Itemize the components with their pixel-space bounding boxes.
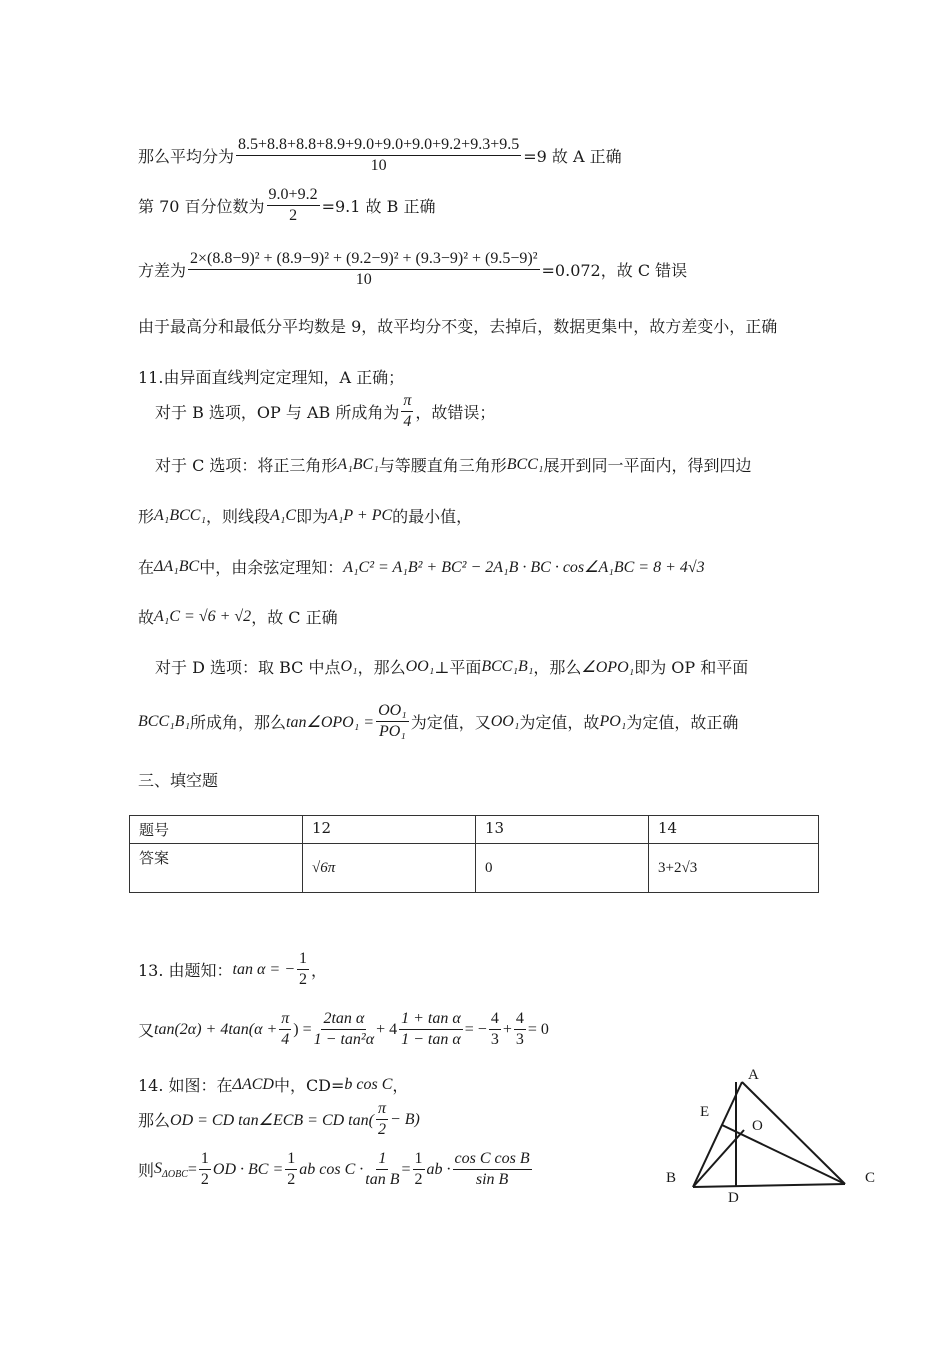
- p13-f1-num: 2tan α: [321, 1010, 366, 1030]
- d1-b: ，那么: [357, 658, 406, 677]
- c2-expr: A₁P + PC: [328, 506, 393, 524]
- percentile-denominator: 2: [289, 207, 298, 225]
- triangle-figure: [660, 1060, 890, 1210]
- answer-table: [129, 815, 819, 893]
- c2-a: 形: [138, 507, 155, 526]
- c4-a: 故: [138, 608, 155, 627]
- variance-numerator: 2×(8.8−9)² + (8.9−9)² + (9.2−9)² + (9.3−9)² + (9.5−9)²: [188, 250, 540, 270]
- d1-plane: BCC₁B₁: [481, 657, 534, 675]
- table-answer-row: [130, 844, 819, 893]
- d2-tan: tan∠OPO₁ =: [286, 713, 375, 731]
- row-label-cell: 答案: [130, 844, 303, 893]
- p13-pi-frac: [279, 1010, 291, 1050]
- percentile-prefix: 第 70 百分位数为: [138, 197, 265, 217]
- p13-close: ) =: [293, 1020, 312, 1038]
- label-e: E: [700, 1104, 710, 1120]
- p13-l2-prefix: 又: [138, 1021, 155, 1041]
- label-b: B: [666, 1170, 677, 1186]
- p13-num: 1: [297, 950, 309, 970]
- p11-option-c-line4: [138, 605, 338, 628]
- variance-line: [138, 250, 687, 290]
- p14-l1-b: 中，CD=: [273, 1076, 345, 1095]
- edge-ab: [693, 1082, 742, 1187]
- p11-option-d-line1: [155, 655, 748, 678]
- p13-prefix: 13. 由题知：: [138, 961, 233, 981]
- label-o: O: [752, 1118, 763, 1134]
- p11-option-d-line2: [138, 702, 738, 742]
- mean-numerator: 8.5+8.8+8.8+8.9+9.0+9.0+9.0+9.2+9.3+9.5: [236, 136, 521, 156]
- p14-cos-den: sin B: [475, 1171, 509, 1189]
- d2-plane: BCC₁B₁: [138, 712, 191, 730]
- header-cell: 13: [476, 816, 649, 844]
- p14-l1-tri: ΔACD: [232, 1075, 274, 1093]
- c1-a: 对于 C 选项：将正三角形: [155, 456, 338, 475]
- d2-po1: PO₁: [599, 712, 627, 730]
- c4-b: ，故 C 正确: [251, 608, 338, 627]
- mean-prefix: 那么平均分为: [138, 147, 235, 167]
- p14-area-s: S: [154, 1159, 163, 1177]
- p14-half3-num: 1: [413, 1150, 425, 1170]
- mean-result: =9 故 A 正确: [523, 147, 622, 167]
- d2-num: OO₁: [376, 702, 409, 722]
- percentile-result: =9.1 故 B 正确: [321, 197, 436, 217]
- p14-l3-a: 则: [138, 1161, 155, 1181]
- p13-f3-den: 3: [490, 1031, 499, 1049]
- p13-plus4: + 4: [376, 1020, 398, 1038]
- p13-l2-lhs: tan(2α) + 4tan(α +: [154, 1020, 278, 1038]
- p13-den: 2: [298, 971, 307, 989]
- d2-fraction: [376, 702, 409, 742]
- d1-oo1: OO₁: [405, 657, 435, 675]
- p11-option-c-line2: [138, 504, 472, 527]
- c2-seg: A₁C: [270, 506, 297, 524]
- p13-f3-num: 4: [489, 1010, 501, 1030]
- c2-d: 的最小值，: [392, 507, 473, 526]
- p14-line1: [138, 1073, 408, 1096]
- p14-l2-a: 那么: [138, 1111, 171, 1131]
- c1-b: 与等腰直角三角形: [378, 456, 507, 475]
- p13-f4-num: 4: [514, 1010, 526, 1030]
- p14-half1: [199, 1150, 211, 1190]
- p14-l1-expr: b cos C: [344, 1075, 393, 1093]
- d1-angle: ∠OPO₁: [581, 658, 635, 676]
- d2-oo1: OO₁: [490, 712, 520, 730]
- variance-result: =0.072，故 C 错误: [541, 261, 688, 281]
- c3-a: 在: [138, 558, 155, 577]
- c2-b: ，则线段: [206, 507, 271, 526]
- p11-option-b: [155, 392, 495, 432]
- d2-den: PO₁: [378, 723, 406, 741]
- p13-tan: tan α = −: [232, 960, 295, 978]
- label-d: D: [728, 1190, 739, 1206]
- p14-tanb-den: tan B: [365, 1171, 400, 1189]
- d2-b: 为定值，又: [410, 713, 491, 733]
- p13-line2: [138, 1010, 549, 1050]
- c1-triangle: A₁BC₁: [337, 455, 379, 473]
- c2-quad: A₁BCC₁: [154, 506, 207, 524]
- d1-c: ⊥平面: [434, 658, 482, 677]
- p13-f1: [314, 1010, 374, 1050]
- p13-eq-minus: = −: [464, 1020, 487, 1038]
- answer-cell: 0: [476, 844, 649, 893]
- percentile-line: [138, 186, 435, 226]
- answer-cell: √6π: [303, 844, 476, 893]
- edge-bc: [693, 1184, 845, 1187]
- p14-l1-c: ，: [392, 1076, 409, 1095]
- percentile-fraction: [267, 186, 320, 226]
- p14-line2: [138, 1100, 420, 1140]
- option-d-text: [138, 314, 777, 337]
- p13-f4-den: 3: [515, 1031, 524, 1049]
- p14-half2-num: 1: [285, 1150, 297, 1170]
- section-title: [138, 768, 218, 791]
- p14-line3: [138, 1150, 534, 1190]
- header-cell: 14: [649, 816, 819, 844]
- p14-eq2: =: [401, 1160, 411, 1178]
- p11-option-c-line3: [138, 555, 705, 578]
- c3-cosine-law: A₁C² = A₁B² + BC² − 2A₁B · BC · cos∠A₁BC = 8 + 4√3: [343, 558, 705, 576]
- mean-fraction: [236, 136, 521, 176]
- p14-half3: [413, 1150, 425, 1190]
- p13-f4: [514, 1010, 526, 1050]
- p14-ab2: ab ·: [426, 1160, 451, 1178]
- p11-b-angle: [401, 392, 413, 432]
- p13-f2-num: 1 + tan α: [399, 1010, 463, 1030]
- p11-b-prefix: 对于 B 选项，OP 与 AB 所成角为: [155, 403, 400, 423]
- section-3-heading: 三、填空题: [138, 771, 219, 790]
- table-header-row: [130, 816, 819, 844]
- c4-formula: A₁C = √6 + √2: [154, 607, 252, 625]
- p13-line1: [138, 950, 327, 990]
- p14-half2: [285, 1150, 297, 1190]
- answer-cell: 3+2√3: [649, 844, 819, 893]
- p14-l2-frac: [376, 1100, 388, 1140]
- p11-option-c-line1: [155, 453, 751, 476]
- percentile-numerator: 9.0+9.2: [267, 186, 320, 206]
- variance-fraction: [188, 250, 540, 290]
- p13-f2-den: 1 − tan α: [401, 1031, 461, 1049]
- p13-pi-num: π: [279, 1010, 291, 1030]
- p13-f1-den: 1 − tan²α: [313, 1031, 375, 1049]
- p14-tanb: [365, 1150, 399, 1190]
- p14-l2-den: 2: [377, 1121, 386, 1139]
- p14-area: [154, 1160, 188, 1180]
- label-a: A: [748, 1067, 759, 1083]
- p14-tanb-num: 1: [376, 1150, 388, 1170]
- p14-l2-expr: OD = CD tan∠ECB = CD tan(: [170, 1111, 374, 1129]
- variance-prefix: 方差为: [138, 261, 187, 281]
- p13-f2: [399, 1010, 463, 1050]
- p11-b-suffix: ，故错误；: [415, 403, 496, 423]
- p14-cos-num: cos C cos B: [453, 1150, 532, 1170]
- header-cell: 题号: [130, 816, 303, 844]
- p14-ab: ab cos C ·: [299, 1160, 364, 1178]
- p11-intro: [138, 365, 404, 388]
- d1-e: 即为 OP 和平面: [634, 658, 749, 677]
- p14-area-sub: ΔOBC: [162, 1168, 188, 1180]
- p14-od: OD · BC =: [212, 1160, 284, 1178]
- mean-line: [138, 136, 622, 176]
- p14-eq: =: [187, 1160, 197, 1178]
- mean-denominator: 10: [370, 157, 387, 175]
- p14-l1-a: 14. 如图：在: [138, 1076, 233, 1095]
- option-d-sentence: 由于最高分和最低分平均数是 9，故平均分不变，去掉后，数据更集中，故方差变小，正确: [138, 317, 778, 336]
- p11-intro-text: 11.由异面直线判定定理知，A 正确；: [138, 368, 405, 387]
- c2-c: 即为: [296, 507, 329, 526]
- c1-triangle2: BCC₁: [506, 455, 544, 473]
- p14-half1-den: 2: [200, 1171, 209, 1189]
- p14-half2-den: 2: [287, 1171, 296, 1189]
- p11-b-num: π: [401, 392, 413, 412]
- d1-a: 对于 D 选项：取 BC 中点: [155, 658, 341, 677]
- c3-b: 中，由余弦定理知：: [199, 558, 344, 577]
- p14-half3-den: 2: [414, 1171, 423, 1189]
- d2-d: 为定值，故正确: [626, 713, 739, 733]
- d1-o1: O₁: [340, 657, 358, 675]
- d2-c: 为定值，故: [519, 713, 600, 733]
- p13-plus: +: [502, 1020, 512, 1038]
- p14-l2-tail: − B): [389, 1110, 420, 1128]
- p13-tail: = 0: [527, 1020, 549, 1038]
- c3-triangle: ΔA₁BC: [154, 557, 200, 575]
- d1-d: ，那么: [533, 658, 582, 677]
- p13-suffix: ，: [310, 961, 327, 981]
- variance-denominator: 10: [355, 271, 372, 289]
- c1-c: 展开到同一平面内，得到四边: [543, 456, 752, 475]
- p11-b-den: 4: [403, 413, 412, 431]
- p14-half1-num: 1: [199, 1150, 211, 1170]
- d2-a: 所成角，那么: [190, 713, 287, 733]
- label-c: C: [865, 1170, 876, 1186]
- p13-pi-den: 4: [281, 1031, 290, 1049]
- p14-cos: [453, 1150, 532, 1190]
- p13-fraction: [297, 950, 309, 990]
- p13-f3: [489, 1010, 501, 1050]
- p14-l2-num: π: [376, 1100, 388, 1120]
- header-cell: 12: [303, 816, 476, 844]
